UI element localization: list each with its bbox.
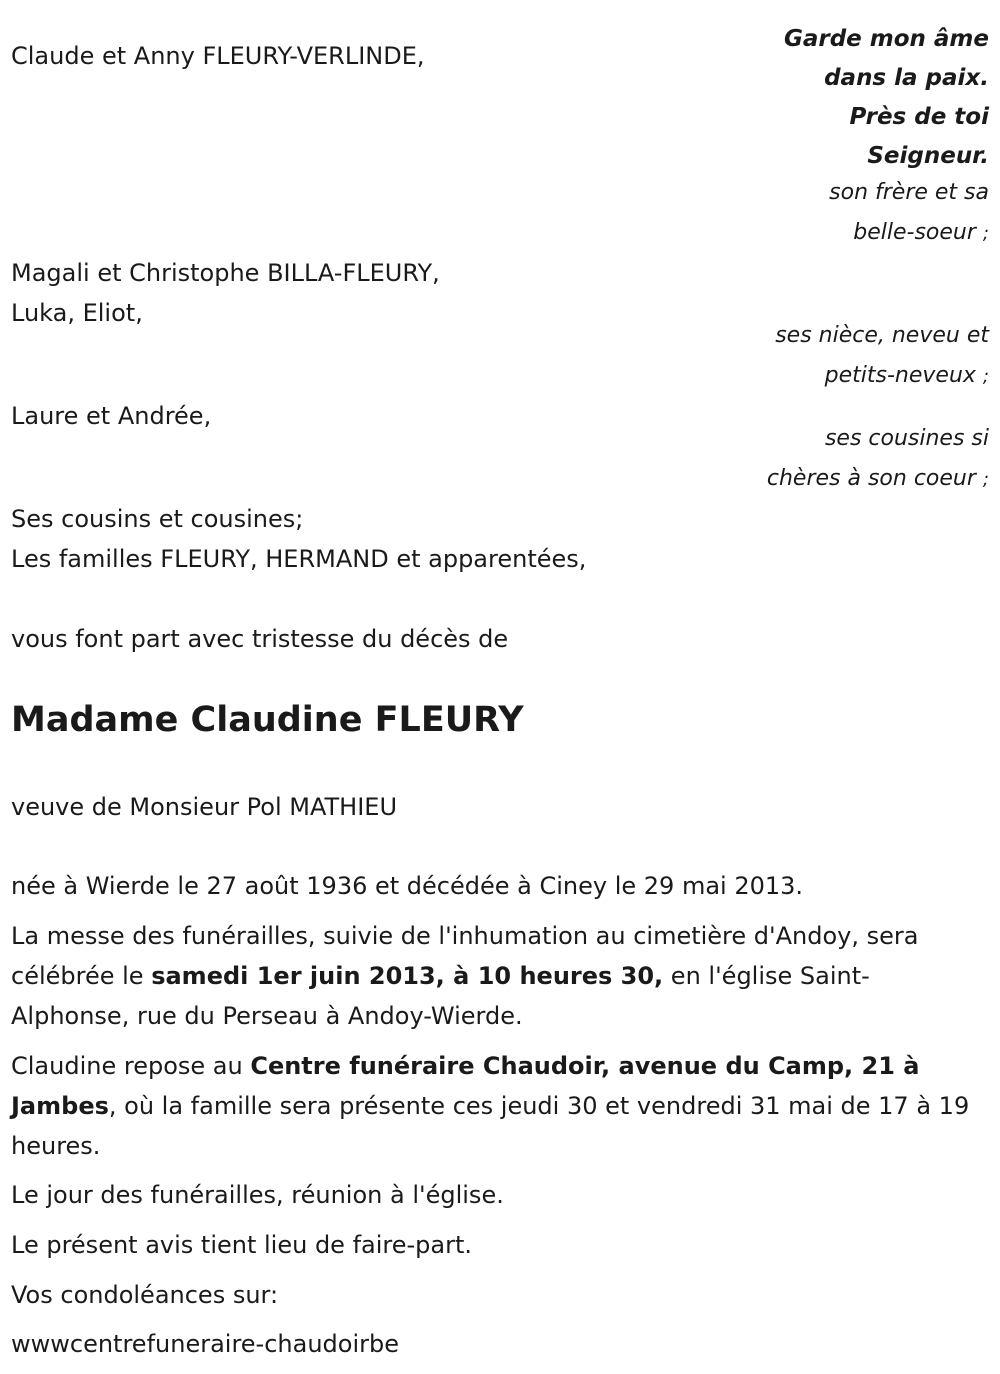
relation-brother-line-2: belle-soeur ; [853,220,989,245]
relation-cousines-line-1: ses cousines si [824,426,989,451]
widow-of: veuve de Monsieur Pol MATHIEU [11,793,398,821]
deceased-name: Madame Claudine FLEURY [11,700,524,740]
relation-cousines-line-2: chères à son coeur ; [766,466,989,491]
family-magali: Magali et Christophe BILLA-FLEURY, [11,259,440,287]
relation-niece-line-1: ses nièce, neveu et [775,323,989,348]
family-cousins: Ses cousins et cousines; [11,505,304,533]
funeral-mass: La messe des funérailles, suivie de l'inhumation au cimetière d'Andoy, sera célébrée le samedi 1er juin 2013, à 10 heures 30, en l'église Saint-Alphonse, rue du Perseau à Andoy-Wierde. [11,922,919,1030]
website-link[interactable]: wwwcentrefuneraire-chaudoirbe [11,1330,399,1358]
meeting-note: Le jour des funérailles, réunion à l'église. [11,1181,504,1209]
condolences-label: Vos condoléances sur: [11,1281,279,1309]
verse-line-1: Garde mon âme [783,26,989,52]
family-familles: Les familles FLEURY, HERMAND et apparentées, [11,545,587,573]
announcement: vous font part avec tristesse du décès de [11,625,509,653]
relation-brother-line-1: son frère et sa [829,180,989,205]
family-luka: Luka, Eliot, [11,299,143,327]
relation-niece-line-2: petits-neveux ; [824,363,989,388]
funeral-date-time: samedi 1er juin 2013, à 10 heures 30, [151,962,664,990]
family-claude-anny: Claude et Anny FLEURY-VERLINDE, [11,42,425,70]
funeral-center: Centre funéraire Chaudoir, avenue du Camp, 21 à Jambes [11,1052,920,1120]
resting-place: Claudine repose au Centre funéraire Chaudoir, avenue du Camp, 21 à Jambes, où la famille sera présente ces jeudi 30 et vendredi 31 mai de 17 à 19 heures. [11,1052,970,1160]
family-laure: Laure et Andrée, [11,402,212,430]
verse-line-4: Seigneur. [867,143,989,169]
verse-line-2: dans la paix. [824,65,989,91]
notice-note: Le présent avis tient lieu de faire-part. [11,1231,473,1259]
verse-line-3: Près de toi [849,104,989,130]
birth-death: née à Wierde le 27 août 1936 et décédée à Ciney le 29 mai 2013. [11,872,804,900]
